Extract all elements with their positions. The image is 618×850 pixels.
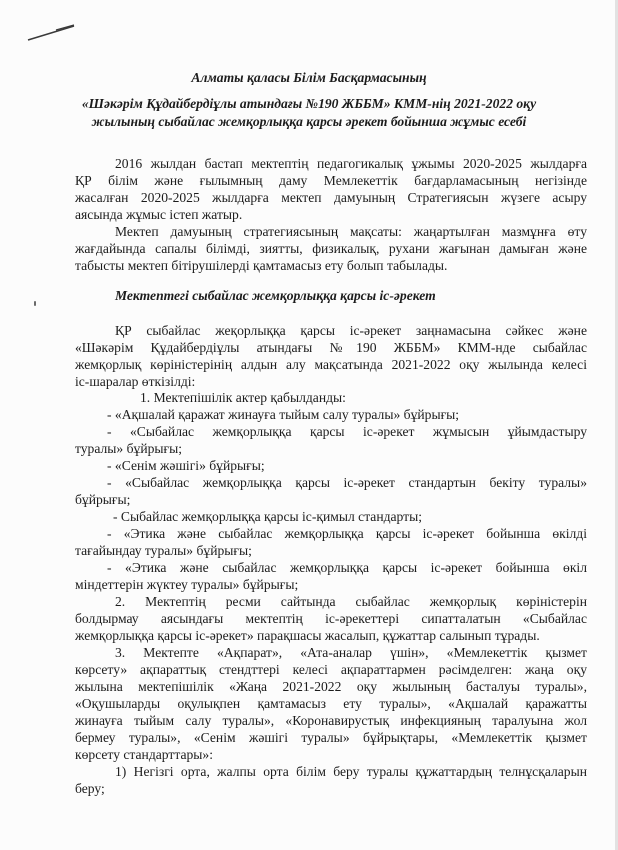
order-item: туралы» бұйрығы; (75, 441, 183, 456)
paragraph-line: «Оқушыларды оқулықпен қамтамасыз ету туралы», «Ақшалай қаражатты (75, 696, 587, 711)
paragraph-line: Мектеп дамуының стратегиясының мақсаты: жаңартылған мазмұнға өту (115, 224, 587, 239)
paragraph-line: жағдайында сапалы білімді, зиятты, физикалық, рухани жағынан дамыған және (75, 241, 587, 256)
order-item: тағайындау туралы» бұйрығы; (75, 543, 252, 558)
paragraph-line: жемқорлыққа қарсы іс-әрекет» парақшасы жасалып, құжаттар салынып тұрады. (75, 628, 540, 643)
paragraph-line: табысты мектеп бітірушілерді қамтамасыз ету болып табылады. (75, 258, 448, 273)
paragraph-line: ҚР білім және ғылымның даму Мемлекеттік бағдарламасының негізінде (75, 173, 587, 188)
paragraph-line: жинауға тыйым салу туралы», «Коронавирустық инфекцияның таралуына жол (75, 713, 587, 728)
order-item: - «Этика және сыбайлас жемқорлыққа қарсы іс-әрекет бойынша өкілді (107, 526, 587, 541)
list-item: 1. Мектепішілік актер қабылданды: (140, 390, 346, 405)
section-title: Мектептегі сыбайлас жемқорлыққа қарсы іс-әрекет (115, 288, 436, 303)
scan-dot (34, 301, 36, 306)
paragraph-line: беру; (75, 781, 105, 796)
paragraph-line: 3. Мектепте «Ақпарат», «Ата-аналар үшін», «Мемлекеттік қызмет (115, 645, 587, 660)
paragraph-line: ҚР сыбайлас жеқорлыққа қарсы іс-әрекет заңнамасына сәйкес және (115, 323, 587, 338)
pen-mark-icon (26, 22, 78, 44)
order-item: - «Сыбайлас жемқорлыққа қарсы іс-әрекет жұмысын ұйымдастыру (107, 424, 587, 439)
paragraph-line: іс-шаралар өткізілді: (75, 374, 196, 389)
order-item: - «Этика және сыбайлас жемқорлыққа қарсы іс-әрекет бойынша өкіл (107, 560, 587, 575)
paragraph-line: «Шәкәрім Құдайбердіұлы атындағы №190 ЖББМ» КММ-нде сыбайлас (75, 340, 587, 355)
paragraph-line: жылына мектепішілік «Жаңа 2021-2022 оқу жылының басталуы туралы», (75, 679, 587, 694)
paragraph-line: 2. Мектептің ресми сайтында сыбайлас жемқорлық көріністерін (115, 594, 587, 609)
paragraph-line: болдырмау аясындағы мектептің іс-әрекеттері сипатталатын «Сыбайлас (75, 611, 587, 626)
order-item: - «Сыбайлас жемқорлыққа қарсы іс-әрекет стандартын бекіту туралы» (107, 475, 587, 490)
heading-organization: Алматы қаласы Білім Басқармасының (191, 70, 427, 85)
paragraph-line: аясында жұмыс істеп жатыр. (75, 207, 243, 222)
paragraph-line: көрсету» ақпараттық стендттері келесі ақпараттармен рәсімделген: жаңа оқу (75, 662, 587, 677)
order-item: - «Сенім жәшігі» бұйрығы; (107, 458, 265, 473)
order-item: бұйрығы; (75, 492, 131, 507)
paragraph-line: жасалған 2020-2025 жылдарға мектеп дамуының Стратегиясын жүзеге асыру (75, 190, 587, 205)
paragraph-line: көрсету стандарттары»: (75, 747, 213, 762)
order-item: - «Ақшалай қаражат жинауға тыйым салу туралы» бұйрығы; (107, 407, 460, 422)
heading-title-line2: жылының сыбайлас жемқорлыққа қарсы әрекет бойынша жұмыс есебі (91, 114, 527, 129)
order-item: міндеттерін жүктеу туралы» бұйрығы; (75, 577, 299, 592)
heading-title-line1: «Шәкәрім Құдайбердіұлы атындағы №190 ЖББМ» КММ-нің 2021-2022 оқу (81, 96, 537, 111)
paragraph-line: бермеу туралы», «Сенім жәшігі туралы» бұйрықтары, «Мемлекеттік қызмет (75, 730, 587, 745)
paragraph-line: 2016 жылдан бастап мектептің педагогикалық ұжымы 2020-2025 жылдарға (115, 156, 587, 171)
order-item: - Сыбайлас жемқорлыққа қарсы іс-қимыл стандарты; (113, 509, 423, 524)
paragraph-line: 1) Негізгі орта, жалпы орта білім беру туралы құжаттардың телнұсқаларын (115, 764, 587, 779)
paragraph-line: жемқорлық көріністерінің алдын алу мақсатында 2021-2022 оқу жылында келесі (75, 357, 587, 372)
